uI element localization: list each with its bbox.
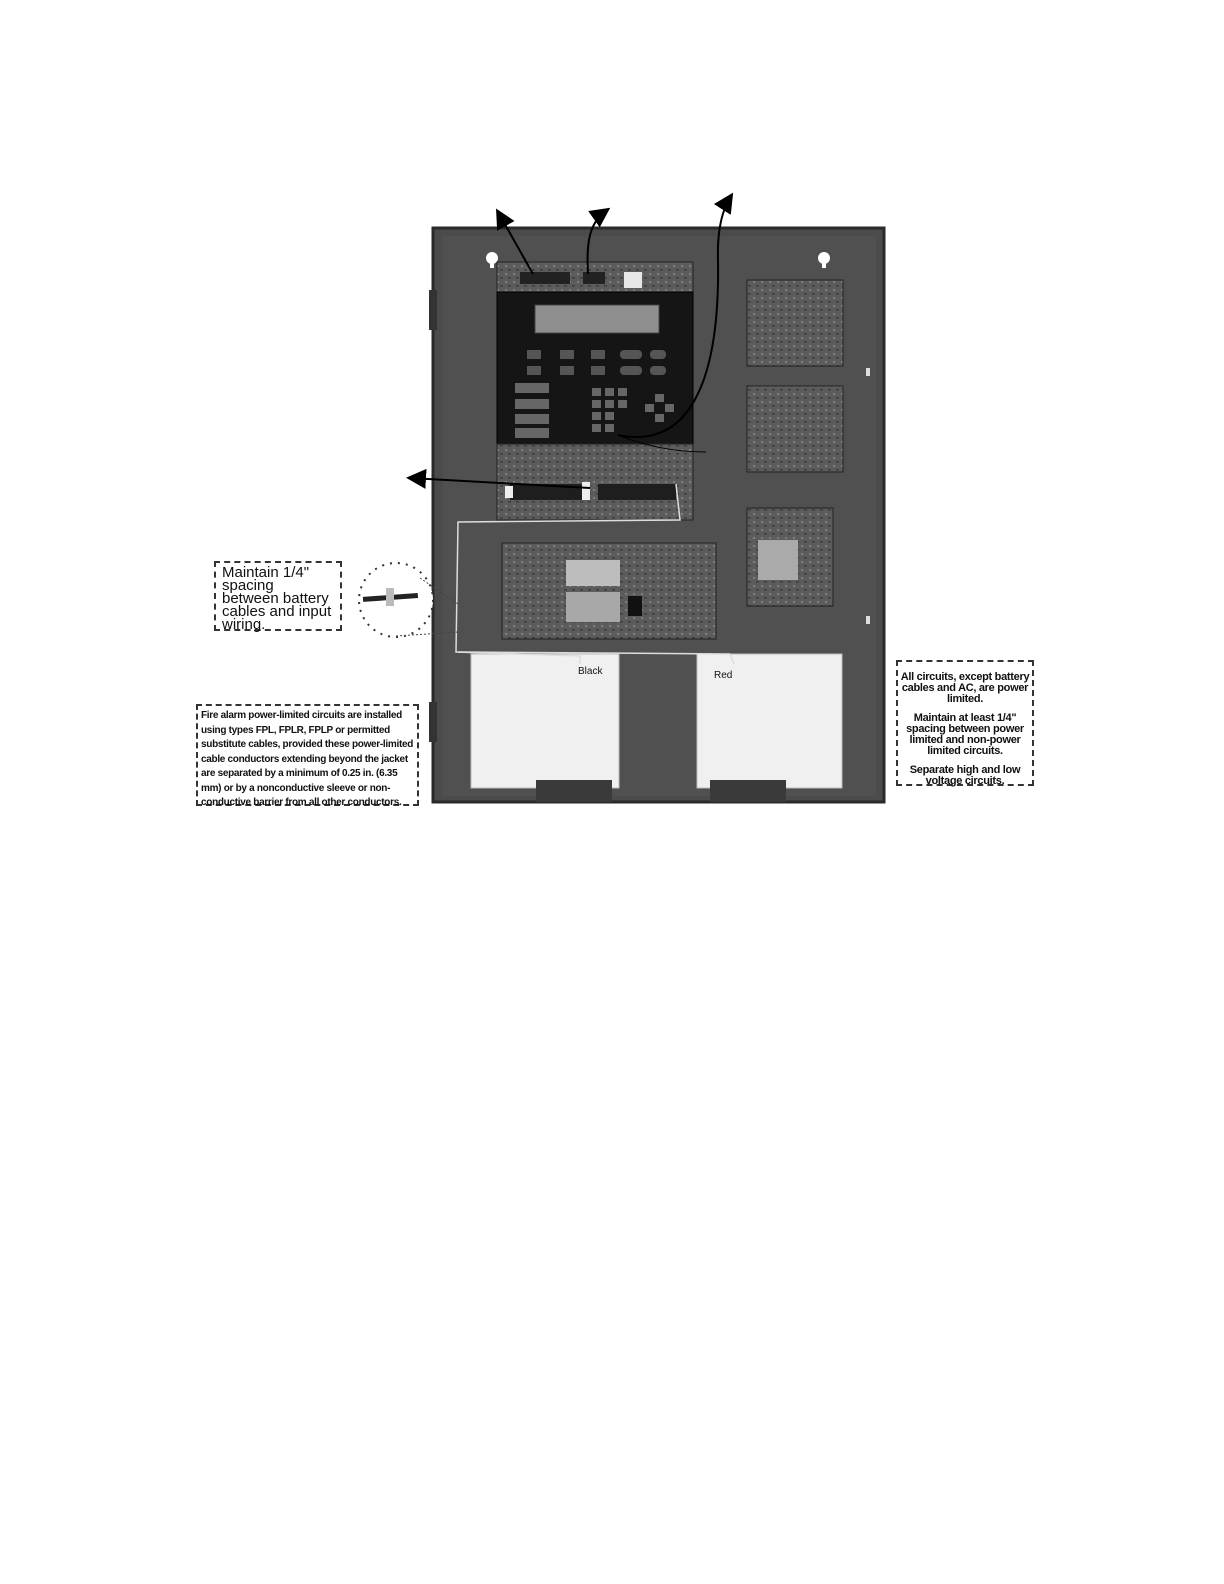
lcd-display (535, 305, 659, 333)
option-board-2 (747, 386, 843, 472)
circuits-note-line-2: Maintain at least 1/4" spacing between power limited and non-power limited circuits. (906, 712, 1024, 757)
fire-alarm-note-text: Fire alarm power-limited circuits are installed using types FPL, FPLR, FPLP or permitted substitute cables, provided these power-limited cable conductors extending beyond the jacket are separated by a minimum of 0.25 in. (6.35 mm) or by a nonconductive sleeve or non-conductive barrier from all other conductors. (201, 710, 414, 808)
red-wire-label: Red (714, 670, 733, 681)
circuits-note-line-1: All circuits, except battery cables and AC, are power limited. (900, 671, 1030, 705)
main-board-terminals (497, 444, 693, 520)
battery-spacing-note-text: Maintain 1/4" spacing between battery cables and input wiring. (222, 564, 332, 633)
power-limited-circuits-note (896, 660, 1034, 786)
black-wire-label: Black (578, 666, 603, 677)
power-supply-board (502, 543, 716, 639)
option-board-3 (747, 508, 833, 606)
fire-alarm-cable-note (196, 704, 419, 806)
control-panel (497, 292, 693, 444)
option-board-1 (747, 280, 843, 366)
battery-spacing-note (214, 561, 342, 631)
circuits-note-line-3: Separate high and low voltage circuits. (909, 764, 1021, 787)
top-terminal-strip (497, 262, 693, 292)
